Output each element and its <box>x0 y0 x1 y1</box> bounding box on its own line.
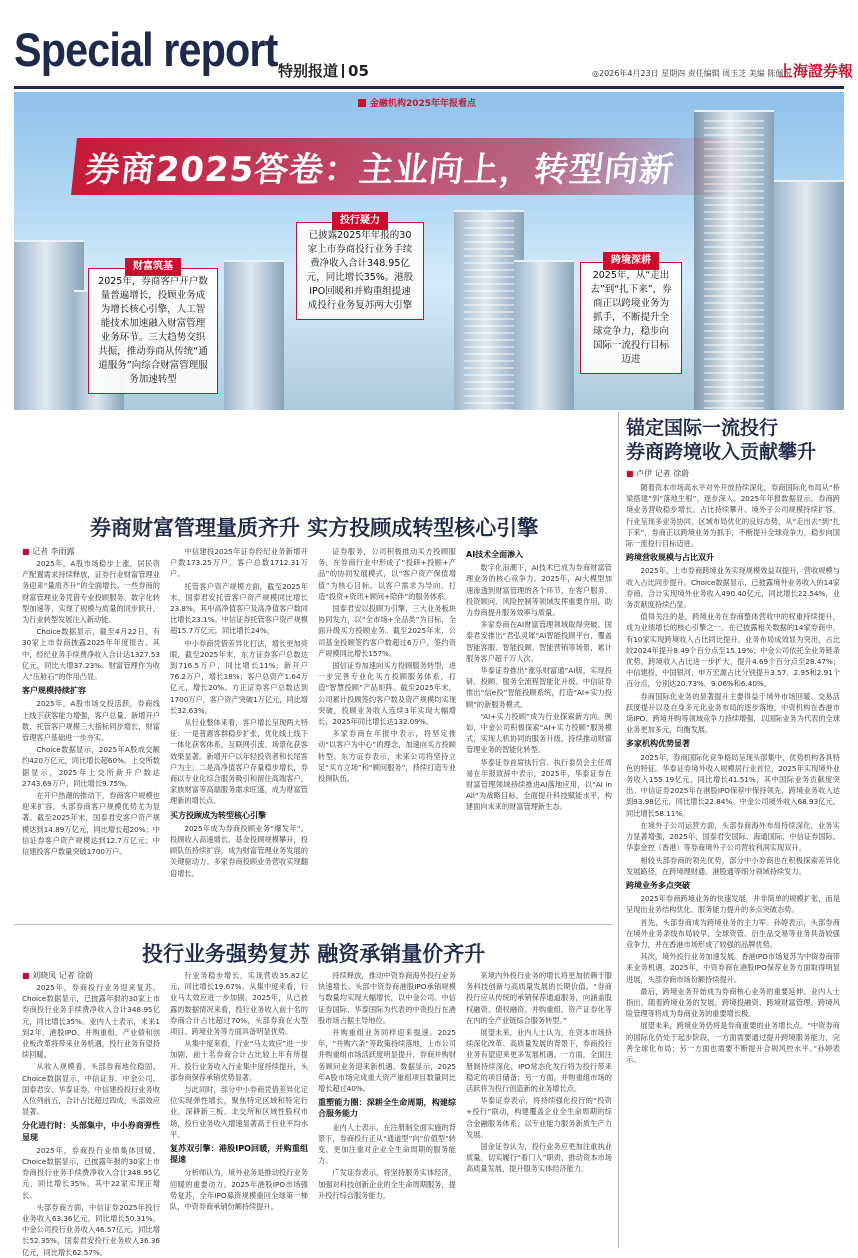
callout-tag: 投行疑力 <box>332 212 388 230</box>
column-divider <box>618 412 619 1248</box>
paragraph: 从集中度来看，行业“马太效应”进一步加剧，前十名券商合计占比较上年有所提升。投行业务收入行业集中度持续提升，头部券商保荐承销优势显著。 <box>170 1039 308 1082</box>
paragraph: 分析师认为，境外业务是推动投行业务回暖的重要动力。2025年港股IPO市场强势复苏，全年IPO募资规模重回全球第一梯队，中资券商承销份额持续提升。 <box>170 1168 308 1212</box>
subheading: 买方投顾成为转型核心引擎 <box>170 810 266 820</box>
dateline: ◎2026年4月23日 星期四 责任编辑 周玉芝 美编 陈佩祝 <box>592 69 792 78</box>
ib-headline: 投行业务强势复苏 融资承销量价齐升 <box>142 942 486 966</box>
building <box>224 260 284 410</box>
paragraph: 与此同时，部分中小券商凭借差异化定位实现弹性增长，聚焦特定区域和特定行业，深耕新三板、北交所和区域性股权市场，投行业务收入增速显著高于行业平均水平。 <box>170 1085 308 1139</box>
paragraph: 相较头部券商的领先优势，部分中小券商也在积极探索差异化发展路径，在跨境理财通、港股通等细分领域持续发力。 <box>626 855 840 876</box>
paragraph: 华泰证券推出“涨乐财富通”AI版，实现投研、投顾、服务全流程智能化升级。中信证券推出“信e投”智能投顾系统，打造“AI+实力投顾”的新服务模式。 <box>466 666 612 709</box>
paragraph: 华泰证券首席执行官、执行委员会主任周易在年报致辞中表示，2025年，华泰证券在财富管理领域持续推进AI落地应用，以“AI in All”为战略目标，全面提升科技赋能水平，构建面向未来的财富管理新生态。 <box>466 757 612 812</box>
ib-column-4 <box>466 970 612 1244</box>
paragraph: 证券服务，公司积极推动买方投顾服务，在券商行业中形成了“投研+投顾+产品”的协同发展模式，以“客户资产保值增值”为核心目标。以客户需求为导向，打造“投资+资讯+顾问+陪伴”的服务体系。 <box>318 547 456 601</box>
paragraph: 从收入规模看，头部券商地位稳固。Choice数据显示，中信证券、中金公司、国泰君安、华泰证券、中信建投投行业务收入位列前五，合计占比超过四成，头部效应显著。 <box>22 1062 160 1117</box>
ib-column-3 <box>318 970 456 1244</box>
ib-column-1 <box>22 982 160 1257</box>
callout-text: 2025年，券商客户开户数量普遍增长，投顾业务成为增长核心引擎，人工智能技术加速融入财富管理业务环节。三大趋势交织共振，推动券商从传统“通道服务”向综合财富管理服务加速转型 <box>98 276 208 385</box>
paragraph: 2025年券商跨境业务的快速发展，并非简单的规模扩张，而是呈现出业务结构优化、服务能力提升的多点突破态势。 <box>626 894 840 915</box>
callout-text: 已披露2025年年报的30家上市券商投行业务手续费净收入合计348.95亿元，同比增长35%。港股IPO回暖和并购重组提速成投行业务复苏两大引擎 <box>306 230 414 311</box>
paragraph: 2025年，券商国际化竞争格局呈现头部集中、优势机构各具特色的特征。华泰证券境外收入规模居行业首位，2025年实现境外业务收入155.19亿元，同比增长41.51%，其中国际业务贡献度突出。中信证券2025年在港股IPO保荐中保持领先，跨境业务收入达到93.98亿元，同比增长22.84%。中金公司境外收入68.93亿元，同比增长58.11%。 <box>626 752 840 818</box>
paragraph: 从行业整体来看，客户增长呈现两大特征：一是普惠客群稳步扩张，优化线上线下一体化获客体系，互联网引流、场景化获客效果显著。新增开户以年轻投资者和长尾客户为主；二是高净值客户存量稳步增长，券商以专业化综合服务吸引和留住高端客户，家族财富等高端服务需求旺盛，成为财富管理新的增长点。 <box>170 718 308 806</box>
paragraph: 广发证券表示，将坚持服务实体经济，加强对科技创新企业的全生命周期服务，提升投行综合服务能力。 <box>318 1168 456 1200</box>
paragraph: Choice数据显示，2025年A股成交额约420万亿元，同比增长超60%。上交所数据显示，2025年上交所新开户数达2743.69万户，同比增长9.75%。 <box>22 745 160 788</box>
paragraph: Choice数据显示，截至4月22日，有30家上市券商披露2025年年度报告。其中，经纪业务手续费净收入合计达1327.53亿元，同比大增37.23%。财富管理作为收入“压舱石”的作用凸显。 <box>22 627 160 682</box>
callout-wealth <box>88 261 218 394</box>
divider <box>342 64 344 78</box>
square-icon <box>358 99 366 107</box>
page-number: 05 <box>348 62 369 80</box>
paragraph: 首先，头部券商成为跨境业务的主力军。孙婷表示，头部券商在境外业务条线布局较早，全球资管、衍生品交易等业务具备较强竞争力，并在香港市场形成了较强的品牌优势。 <box>626 917 840 949</box>
paragraph: 展望未来，业内人士认为，在资本市场持续深化改革、高质量发展的背景下，券商投行业务有望迎来更多发展机遇。一方面，全面注册制持续深化，IPO常态化发行将为投行带来稳定的项目储备；另一方面，并购重组市场的活跃将为投行创造新的业务增长点。 <box>466 1028 612 1094</box>
section-name: 特别报道 <box>278 62 339 80</box>
wealth-column-4 <box>466 546 612 918</box>
building <box>514 260 574 410</box>
paragraph: 中小券商凭借差异化打法，增长更加亮眼，截至2025年末，东方证券客户总数达到716.5万户，同比增长11%；新开户76.2万户，增长18%；客户总资产1.64万亿元，增长20%。方正证券客户总数达到1700万户，客户资产突破1万亿元，同比增长32.63%。 <box>170 638 308 715</box>
building <box>774 180 844 410</box>
wealth-headline: 券商财富管理量质齐升 实方投顾成转型核心引擎 <box>90 516 539 540</box>
paragraph: 华泰证券表示，将持续强化投行的“投资+投行”联动，构建覆盖企业全生命周期的综合金融服务体系，以专业能力服务新质生产力发展。 <box>466 1096 612 1139</box>
paragraph: 中信建投2025年证券经纪业务新增开户数173.25万户，客户总数1712.31万户。 <box>170 547 308 579</box>
subheading: AI技术全面渗入 <box>466 550 524 559</box>
subheading: 跨境业务多点突破 <box>626 880 690 890</box>
paragraph: 持续释放，推动中资券商海外投行业务快速增长。头部中资券商港股IPO承销规模与数量均实现大幅增长，以中金公司、中信证券国际、华泰国际为代表的中资投行在港股市场占据主导地位。 <box>318 971 456 1025</box>
paragraph: 托管客户资产规模方面，截至2025年末，国泰君安托管客户资产规模同比增长23.8%，其中高净值客户及高净值客户数同比增长23.1%。中信证券托管客户资产规模超15.7万亿元，同比增长24%。 <box>170 581 308 636</box>
callout-cross-border <box>580 255 682 374</box>
wealth-column-2 <box>170 546 308 918</box>
subheading: 分化进行时：头部集中，中小券商弹性显现 <box>22 1121 160 1142</box>
paragraph: 国金证券认为，投行业务应更加注重执业质量，切实履行“看门人”职责，推动资本市场高质量发展，提升服务实体经济能力。 <box>466 1142 612 1174</box>
paragraph: 国信证券加速向买方投顾服务转型，进一步完善专业化买方投顾服务体系，打造“智慧投顾”产品矩阵。截至2025年末，公司累计投顾签约客户数及资产规模均实现突破，投顾业务收入连续3年实现大幅增长，2025年同比增长达132.09%。 <box>318 661 456 727</box>
ib-byline: ■ 刘晓凤 记者 徐蔚 <box>22 970 93 981</box>
paragraph: 值得关注的是，跨境业务在券商整体营收中的权重持续提升，成为业绩增长的核心引擎之一。在已披露相关数据的14家券商中，有10家实现跨境收入占比同比提升，业务布局成效显为突出，占比较2024年提升8.49个百分点至15.19%；中金公司依托全业务链条优势，跨境收入占比进一步扩大，提升4.69个百分点至28.47%；中信建投、中国银河、申万宏源占比分别提升3.57、2.95和2.91个百分点，分别达20.73%、9.06%和6.40%。 <box>626 612 840 689</box>
paragraph: 来境内外投行业务的增长将更加依赖于服务科技创新与高质量发展的长期价值。“券商投行应从传统的承销保荐通道服务，向涵盖股权融资、债权融资、并购重组、资产证券化等在内的全产业链综合服务转型。” <box>466 971 612 1025</box>
paragraph: 2025年，A股市场交投活跃，券商线上线下获客能力增强，客户总量、新增开户数、托管客户规模三大指标同步增长，财富管理客户基础进一步夯实。 <box>22 699 160 743</box>
section-label <box>278 60 369 81</box>
kicker-text: 金融机构2025年年报看点 <box>370 99 477 109</box>
subheading: 多家机构优势显著 <box>626 739 690 749</box>
paragraph: 随着资本市场高水平对外开放持续深化，券商国际化布局从“桥梁搭建”到“落地生根”，逐步深入。2025年年报数据显示，券商跨境业务营收稳步增长、占比持续攀升。境外子公司规模持续扩容，行业呈现多业务协同、区域布局优化的良好态势，从“走出去”到“扎下来”，券商正以跨境业务为抓手，不断提升全球竞争力，稳步向国际一流投行目标迈进。 <box>626 483 840 549</box>
kicker <box>358 96 476 109</box>
paragraph: 多家券商在AI财富管理领域取得突破。国泰君安推出“君弘灵犀”AI智能投顾平台，覆盖智能客服、智能投顾、智能营销等场景，累计服务客户超千万人次。 <box>466 620 612 663</box>
subheading: 客户规模持续扩容 <box>22 686 86 696</box>
callout-text: 2025年，从“走出去”到“扎下来”，券商正以跨境业务为抓手，不断提升全球竞争力，稳步向国际一流投行目标迈进 <box>590 270 672 365</box>
paragraph: 展望未来，跨境业务仍将是券商重要的业务增长点。“中资券商的国际化仍处于起步阶段，一方面需要通过提升跨境服务能力，完善全球化布局；另一方面也需要不断提升合规风控水平。”孙婷表示。 <box>626 1021 840 1064</box>
paragraph: 在境外子公司运营方面，头部券商海外布局持续深化，业务实力显著增强，2025年，国泰君安国际、海通国际、中信证券国际、华泰金控（香港）等券商境外子公司营收利润实现双升。 <box>626 820 840 853</box>
paragraph: 2025年，券商投行业务迎来复苏。Choice数据显示，已披露年报的30家上市券商投行业务手续费净收入合计348.95亿元，同比增长35%。业内人士表示，未来1到2年，港股IPO、并购重组、产业债和创业板改革将带来业务机遇，投行业务有望持续回暖。 <box>22 983 160 1060</box>
callout-tag: 跨境深耕 <box>603 252 659 270</box>
tower-windows <box>464 220 514 410</box>
paragraph: 并购重组业务同样迎来提速。2025年，“并购六条”等政策持续落地，上市公司并购重组市场活跃度明显提升，券商并购财务顾问业务迎来新机遇。数据显示，2025年A股市场完成重大资产重组项目数量同比增长超过40%。 <box>318 1028 456 1094</box>
paragraph: 2025年成为券商投顾业务“爆发年”。投顾收入高速增长，基金投顾规模攀升，投顾队伍持续扩容，成为财富管理业务发展的关键驱动力。多家券商投顾业务营收实现翻倍增长。 <box>170 823 308 878</box>
sidebar-headline: 锚定国际一流投行 券商跨境收入贡献攀升 <box>626 417 817 463</box>
main-headline: 券商2025答卷：主业向上，转型向新 <box>71 138 748 195</box>
paragraph: 在开户热潮的推动下，券商客户规模也迎来扩容，头部券商客户规模优势尤为显著。截至2025年末，国泰君安客户资产规模达到14.89万亿元，同比增长超20%；中信证券客户资产规模达到12.7万亿元；中信建投客户数量突破1700万户。 <box>22 791 160 857</box>
sidebar-body <box>626 482 840 1244</box>
section-divider <box>14 924 612 925</box>
paragraph: 多家券商在年报中表示，将坚定推动“以客户为中心”的理念，加速向买方投顾转型。东方证券表示，未来公司将坚持立足“买方立场”和“顾问服务”，持续打造专业投顾队伍。 <box>318 729 456 784</box>
ib-column-2 <box>170 970 308 1244</box>
wealth-column-1 <box>22 558 160 918</box>
paragraph: 2025年，A股市场稳步上涨，居民资产配置需求持续释放，证券行业财富管理业务迎来“量质齐升”的全面增长。一些券商的财富管理业务凭借专业投顾服务、数字化转型加速等，实现了规模与质量的同步跃升，为行业转型发展注入新动能。 <box>22 559 160 625</box>
paragraph: 其次，境外投行业务加速发展。香港IPO市场复苏为中资券商带来业务机遇，2025年，中资券商在港股IPO保荐业务方面取得明显进展，头部券商市场份额持续提升。 <box>626 952 840 984</box>
subheading: 复苏双引擎：港股IPO回暖，并购重组提速 <box>170 1144 308 1165</box>
paragraph: 最后，跨境业务开始成为券商核心业务的重要延伸。业内人士指出，随着跨境业务的发展，跨境投融资、跨境财富管理、跨境风险管理等将成为券商业务的重要增长极。 <box>626 986 840 1019</box>
paragraph: 国泰君安以投顾为引擎，三大业务板块协同发力，以“全市场+全品类”为目标，全面升级买方投顾业务。截至2025年末，公司基金投顾签约客户数超过6万户，签约资产规模同比增长157%。 <box>318 604 456 658</box>
wealth-byline: ■ 记者 李雨露 <box>22 546 75 557</box>
column-title: Special report <box>14 23 278 76</box>
paragraph: 2025年，上市券商跨境业务实现规模效益双提升，营收规模与收入占比同步提升。Choice数据显示，已披露境外业务收入的14家券商，合计实现境外业务收入490.40亿元，同比增长22.54%，业务贡献度持续凸显。 <box>626 566 840 610</box>
paragraph: 行业务稳步增长，实现营收35.82亿元，同比增长19.67%。从集中度来看，行业马太效应进一步加剧，2025年，从已披露的数据情况来看，投行业务收入前十名的券商合计占比超过70%，头部券商在大型项目、跨境业务等方面具备明显优势。 <box>170 971 308 1037</box>
masthead-rule <box>14 86 844 89</box>
paragraph: 头部券商方面，中信证券2025年投行业务收入63.36亿元，同比增长50.31%，中金公司投行业务收入46.57亿元，同比增长52.35%，国泰君安投行业务收入36.36亿元，同比增长62.57%。 <box>22 1202 160 1257</box>
paragraph: “AI+实力投顾”成为行业探索新方向。例如，中金公司积极探索“AI+实力投顾”服务模式，实现人机协同的服务升级，持续推动财富管理业务的智能化转型。 <box>466 711 612 755</box>
paragraph: 券商国际化业务的显著提升主要得益于境外市场回暖、交易活跃度提升以及自身多元化业务布局的逐步落地，中资机构在香港市场IPO、跨境并购等领域竞争力持续增强，以国际业务为代表的全球业务更加多元、均衡发展。 <box>626 691 840 735</box>
subheading: 跨境营收规模与占比双升 <box>626 553 714 563</box>
paragraph: 业内人士表示，在注册制全面实施的背景下，券商投行正从“通道型”向“价值型”转变，更加注重对企业全生命周期的服务能力。 <box>318 1122 456 1166</box>
callout-investment-banking <box>296 215 424 320</box>
paragraph: 2025年，券商投行业绩集体回暖。Choice数据显示，已披露年报的30家上市券商投行业务手续费净收入合计348.95亿元，同比增长35%，其中22家实现正增长。 <box>22 1145 160 1200</box>
paragraph: 数字化浪潮下，AI技术已成为券商财富管理业务的核心竞争力。2025年，AI大模型加速渗透到财富管理的各个环节，在客户服务、投资顾问、风险控制等领域发挥重要作用，助力券商提升服务效率与质量。 <box>466 563 612 618</box>
sidebar-byline: ■ 卢伊 记者 徐蔚 <box>626 468 689 479</box>
newspaper-logo: 上海證券報 <box>778 62 854 80</box>
wealth-column-3 <box>318 546 456 918</box>
subheading: 重塑能力圈：深耕全生命周期，构建综合服务能力 <box>318 1098 456 1119</box>
callout-tag: 财富筑基 <box>125 258 181 276</box>
